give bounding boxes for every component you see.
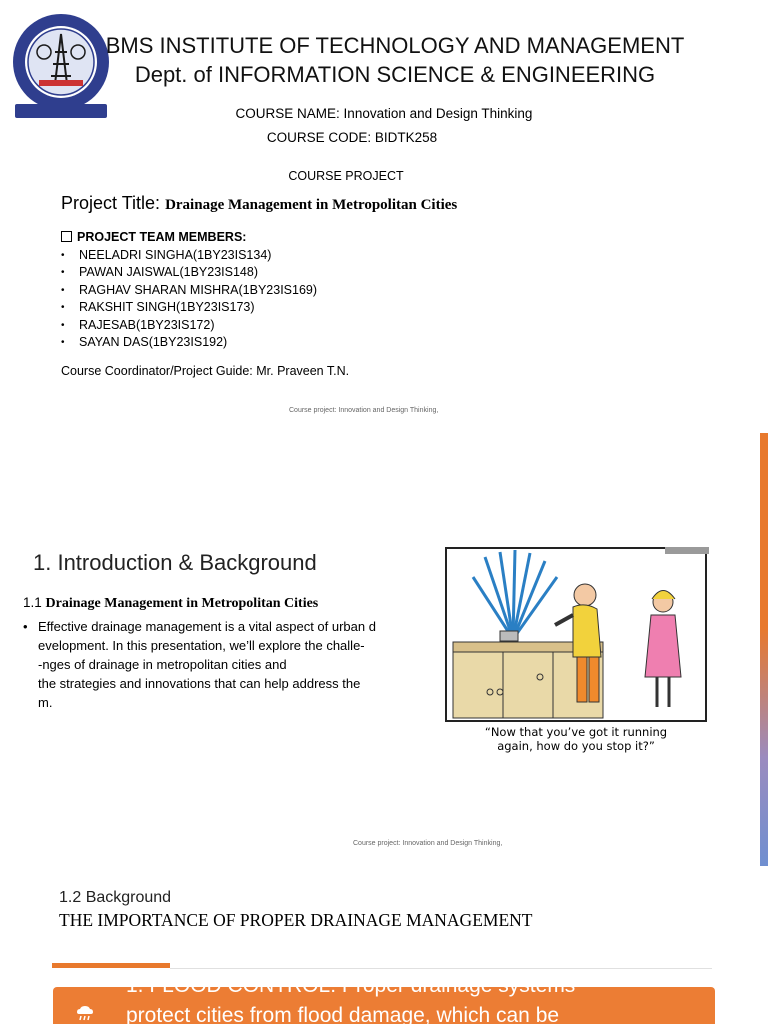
project-title-text: Drainage Management in Metropolitan Cities [165, 197, 458, 213]
divider [170, 968, 712, 969]
project-guide: Course Coordinator/Project Guide: Mr. Praveen T.N. [61, 364, 350, 378]
card-text [126, 971, 706, 1031]
subsection-number: 1.1 [23, 595, 42, 610]
section-subheading: THE IMPORTANCE OF PROPER DRAINAGE MANAGEMENT [59, 910, 533, 930]
card-line: protect cities from flood damage, which can be [126, 1004, 560, 1027]
list-item: • NEELADRI SINGHA(1BY23IS134) [61, 247, 317, 264]
department-name: Dept. of INFORMATION SCIENCE & ENGINEERING [134, 62, 656, 87]
caption-line: “Now that you’ve got it running [484, 725, 668, 739]
cartoon-image [445, 547, 707, 722]
paragraph-line: -nges of drainage in metropolitan cities and [38, 657, 287, 672]
project-title-label: Project Title: [61, 193, 161, 213]
accent-bar [760, 433, 768, 866]
list-item: • RAGHAV SHARAN MISHRA(1BY23IS169) [61, 282, 317, 299]
paragraph-line: • Effective drainage management is a vital aspect of urban d [23, 617, 423, 636]
list-item: • SAYAN DAS(1BY23IS192) [61, 334, 317, 351]
course-code: COURSE CODE: BIDTK258 [266, 130, 438, 145]
course-project-label: COURSE PROJECT [288, 169, 404, 183]
paragraph-line: evelopment. In this presentation, we’ll explore the challe- [38, 638, 365, 653]
list-item: • RAJESAB(1BY23IS172) [61, 317, 317, 334]
caption-line: again, how do you stop it?” [497, 739, 655, 753]
paragraph-line: m. [38, 695, 53, 710]
team-members-heading [61, 230, 246, 244]
card-line: 1. FLOOD CONTROL: Proper drainage systems [126, 974, 576, 997]
divider-accent [52, 963, 170, 968]
team-members-heading-text: PROJECT TEAM MEMBERS: [77, 230, 247, 244]
section-heading: 1. Introduction & Background [33, 550, 317, 575]
slide-footer: Course project: Innovation and Design Thinking, [289, 407, 439, 414]
project-title [61, 193, 457, 214]
subsection-title-text: Drainage Management in Metropolitan Cities [45, 596, 319, 611]
cartoon-caption [445, 725, 707, 753]
list-item: • PAWAN JAISWAL(1BY23IS148) [61, 264, 317, 281]
flood-control-card [53, 974, 715, 1027]
checkbox-icon [61, 231, 72, 242]
section-heading: 1.2 Background [59, 889, 172, 906]
team-members-list [61, 247, 317, 351]
subsection-title [23, 595, 318, 612]
slide-footer: Course project: Innovation and Design Thinking, [353, 840, 503, 847]
paragraph-line: the strategies and innovations that can help address the [38, 676, 361, 691]
institute-name: BMS INSTITUTE OF TECHNOLOGY AND MANAGEMENT [105, 33, 685, 58]
list-item: • RAKSHIT SINGH(1BY23IS173) [61, 299, 317, 316]
rain-cloud-icon [75, 1005, 95, 1021]
intro-paragraph [23, 617, 423, 712]
course-name: COURSE NAME: Innovation and Design Thinking [235, 106, 533, 121]
